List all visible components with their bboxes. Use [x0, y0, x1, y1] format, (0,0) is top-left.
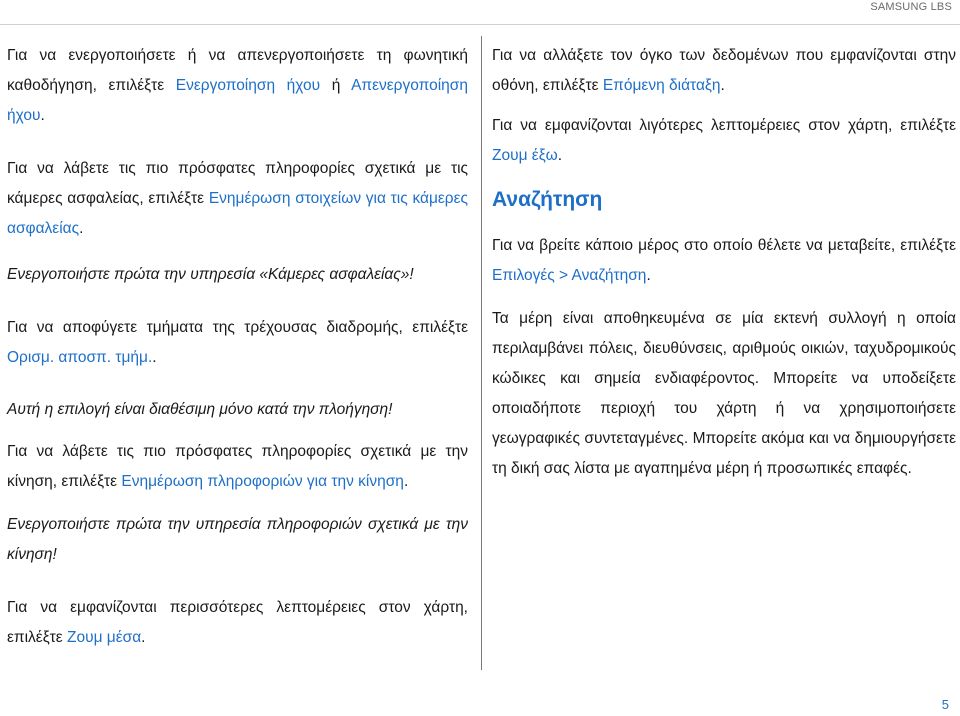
zoom-in-link[interactable]: Ζουμ μέσα [67, 629, 142, 646]
text: Για να αποφύγετε τμήματα της τρέχουσας διαδρομής, επιλέξτε [7, 319, 468, 336]
enable-sound-link[interactable]: Ενεργοποίηση ήχου [175, 77, 321, 94]
text: . [403, 473, 409, 490]
header-divider [0, 24, 960, 25]
text: Για να βρείτε κάποιο μέρος στο οποίο θέλετε να μεταβείτε, επιλέξτε [492, 237, 956, 254]
text: . [720, 77, 725, 94]
text: . [141, 629, 146, 646]
search-heading: Αναζήτηση [492, 188, 603, 211]
zoom-out-link[interactable]: Ζουμ έξω [492, 147, 558, 164]
text: . [646, 267, 651, 284]
text: . [557, 147, 563, 164]
safety-cameras-note: Ενεργοποιήστε πρώτα την υπηρεσία «Κάμερες ασφαλείας»! [7, 266, 414, 283]
places-description-paragraph: Τα μέρη είναι αποθηκευμένα σε μία εκτενή συλλογή η οποία περιλαμβάνει πόλεις, διευθύνσεις, αριθμούς οικιών, ταχυδρομικούς κώδικες και σημεία ενδιαφέροντος. Μπορείτε να υποδείξετε οποιαδήποτε περιοχή του χάρτη ή να χρησιμοποιήσετε γεωγραφικές συντεταγμένες. Μπορείτε ακόμα και να δημιουργήσετε τη δική σας λίστα με αγαπημένα μέρη ή προσωπικές επαφές. [492, 310, 956, 477]
text: . [40, 107, 45, 124]
disable-sound-link[interactable]: Απενεργοποίηση ήχου [7, 77, 468, 124]
avoid-segments-paragraph [7, 313, 468, 373]
text: ή [320, 77, 352, 94]
next-layout-link[interactable]: Επόμενη διάταξη [602, 77, 721, 94]
zoom-out-paragraph [492, 111, 956, 171]
next-layout-paragraph [492, 41, 956, 101]
update-traffic-info-link[interactable]: Ενημέρωση πληροφοριών για την κίνηση [121, 473, 404, 490]
voice-guidance-paragraph [7, 41, 468, 131]
left-column [7, 41, 468, 653]
text: Για να εμφανίζονται περισσότερες λεπτομέρειες στον χάρτη, επιλέξτε [7, 599, 468, 646]
text: . [79, 220, 84, 237]
zoom-in-paragraph [7, 593, 468, 653]
text: . [152, 349, 157, 366]
set-avoided-segments-link[interactable]: Ορισμ. αποσπ. τμήμ. [7, 349, 153, 366]
text: Για να λάβετε τις πιο πρόσφατες πληροφορίες σχετικά με την κίνηση, επιλέξτε [7, 443, 468, 490]
column-divider [481, 36, 482, 670]
safety-cameras-paragraph [7, 154, 468, 244]
options-search-link[interactable]: Επιλογές > Αναζήτηση [492, 267, 647, 284]
text: Για να αλλάξετε τον όγκο των δεδομένων που εμφανίζονται στην οθόνη, επιλέξτε [492, 47, 956, 94]
traffic-service-note: Ενεργοποιήστε πρώτα την υπηρεσία πληροφοριών σχετικά με την κίνηση! [7, 516, 468, 563]
update-safety-cameras-link[interactable]: Ενημέρωση στοιχείων για τις κάμερες ασφαλείας [7, 190, 468, 237]
right-column [492, 41, 956, 484]
text: Για να εμφανίζονται λιγότερες λεπτομέρειες στον χάρτη, επιλέξτε [492, 117, 956, 134]
text: Για να ενεργοποιήσετε ή να απενεργοποιήσετε τη φωνητική καθοδήγηση, επιλέξτε [7, 47, 468, 94]
brand-label: SAMSUNG LBS [870, 1, 952, 13]
traffic-info-paragraph [7, 437, 468, 497]
navigation-only-note: Αυτή η επιλογή είναι διαθέσιμη μόνο κατά την πλοήγηση! [7, 401, 393, 418]
search-paragraph [492, 231, 956, 291]
page-number: 5 [941, 697, 949, 712]
text: Για να λάβετε τις πιο πρόσφατες πληροφορίες σχετικά με τις κάμερες ασφαλείας, επιλέξτε [7, 160, 468, 207]
